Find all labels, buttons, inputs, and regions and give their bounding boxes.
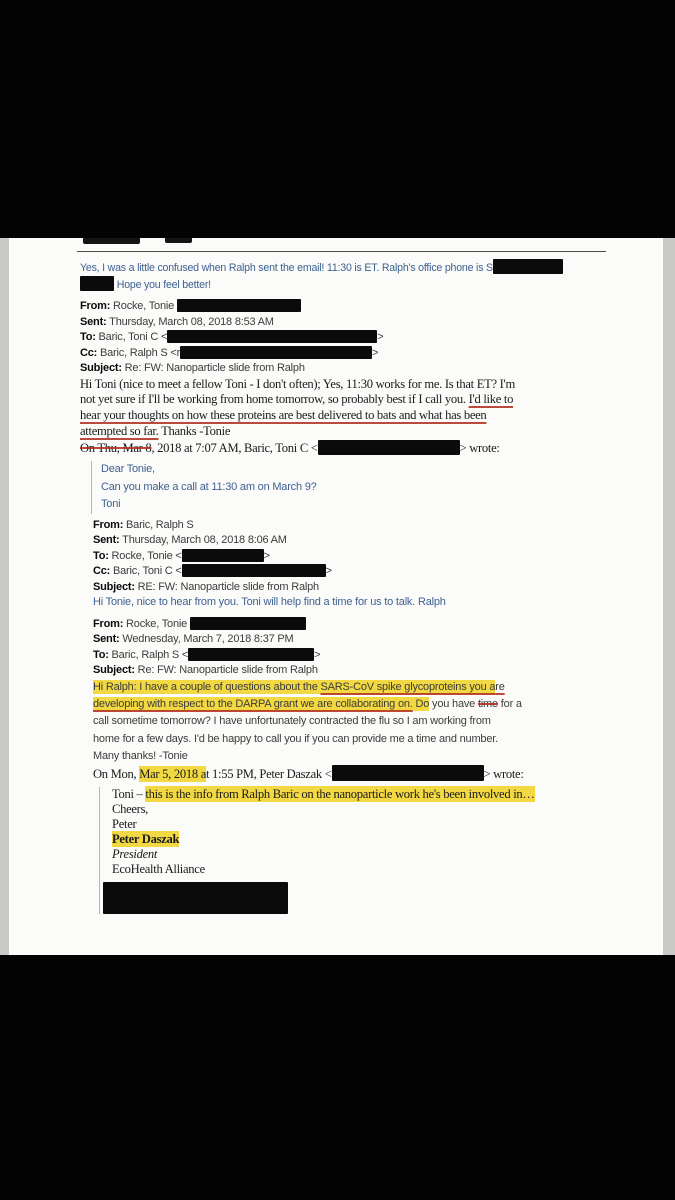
clipped-header-line xyxy=(80,238,663,245)
text-segment: , 2018 at 7:07 AM, Baric, Toni C < xyxy=(151,440,318,455)
top-letterbox-bar xyxy=(0,0,675,238)
text-segment: To: xyxy=(93,549,109,562)
attribution-line xyxy=(93,765,663,783)
text-segment: > wrote: xyxy=(459,440,500,455)
red-pen-annotated-text: attempted so far. xyxy=(80,423,159,438)
text-segment: Rocke, Tonie xyxy=(110,300,177,312)
text-segment: you have xyxy=(429,698,478,711)
redaction-bar xyxy=(332,765,484,781)
text-segment: Rocke, Tonie < xyxy=(108,549,182,562)
text-segment: Baric, Ralph S <r xyxy=(97,346,181,359)
text-segment: Baric, Toni C < xyxy=(95,331,168,343)
email-header-row xyxy=(93,632,663,648)
redaction-bar xyxy=(493,259,563,274)
text-segment: Baric, Ralph S < xyxy=(108,648,189,661)
text-segment: > xyxy=(377,331,384,343)
email-body-line xyxy=(80,424,663,440)
highlighted-text: this is the info from Ralph Baric on the nanoparticle work he's been involved in… xyxy=(145,786,535,801)
email-header-row xyxy=(93,617,663,633)
redaction-bar xyxy=(177,299,301,312)
email-body-line xyxy=(93,748,663,765)
text-segment: Can you make a call at 11:30 am on March 9? xyxy=(101,480,317,493)
clipped-redacted-text xyxy=(83,238,140,244)
text-segment: Peter xyxy=(112,816,137,831)
text-segment: for a xyxy=(497,698,522,711)
text-segment: Hi Toni (nice to meet a fellow Toni - I don't often); Yes, 11:30 works for me. Is that ET? I'm xyxy=(80,376,515,391)
quoted-reply-block-1 xyxy=(91,461,663,514)
email-header-row xyxy=(93,580,663,596)
text-segment: EcoHealth Alliance xyxy=(112,861,205,876)
email-header-row xyxy=(93,549,663,565)
text-segment: From: xyxy=(93,518,124,531)
text-segment: Toni – xyxy=(112,786,146,801)
email-header-row xyxy=(93,663,663,679)
email-document-page xyxy=(9,238,663,955)
red-pen-annotated-text: time xyxy=(477,698,498,711)
email-header-row xyxy=(80,361,663,377)
text-segment: Thursday, March 08, 2018 8:53 AM xyxy=(106,315,274,328)
email-body-line xyxy=(93,595,663,611)
text-segment: Subject: xyxy=(80,362,122,374)
text-segment: > xyxy=(325,565,332,578)
text-segment: Hope you feel better! xyxy=(114,279,211,291)
redaction-bar xyxy=(80,276,114,291)
highlighted-text: Mar 5, 2018 a xyxy=(139,767,206,781)
quoted-line xyxy=(112,817,663,832)
red-pen-annotated-text: hear your thoughts on how these proteins are best delivered to bats and what has been xyxy=(80,408,487,423)
text-segment: Thursday, March 08, 2018 8:06 AM xyxy=(119,534,287,547)
redaction-bar xyxy=(167,330,377,343)
highlighted-text: developing with respect to the DARPA grant we are collaborating on. xyxy=(93,698,413,711)
clipped-redacted-text xyxy=(165,238,192,243)
text-segment: To: xyxy=(93,648,109,661)
email-1-headers xyxy=(80,299,663,377)
text-segment: Cc: xyxy=(80,346,98,359)
red-pen-annotated-text: re xyxy=(495,680,505,693)
text-segment: Hi Tonie, nice to hear from you. Toni will help find a time for us to talk. Ralph xyxy=(93,596,446,609)
quoted-line xyxy=(101,479,663,497)
email-3-body xyxy=(93,679,663,765)
text-segment: Re: FW: Nanoparticle slide from Ralph xyxy=(134,664,318,677)
header-divider-rule xyxy=(77,251,606,252)
redaction-bar xyxy=(318,440,460,455)
quoted-line xyxy=(112,862,663,877)
email-2-headers xyxy=(93,518,663,596)
email-1-body xyxy=(80,377,663,440)
red-pen-annotated-text: I'd like to xyxy=(468,392,514,407)
text-segment: not yet sure if I'll be working from home tomorrow, so probably best if I call you. xyxy=(80,392,469,407)
email-header-row xyxy=(80,299,663,315)
text-segment: Toni xyxy=(101,498,121,511)
quoted-line xyxy=(112,847,663,862)
email-header-row xyxy=(93,518,663,534)
quoted-line xyxy=(112,832,663,847)
text-segment: t 1:55 PM, Peter Daszak < xyxy=(205,767,332,781)
email-header-row xyxy=(93,648,663,664)
text-segment: home for a few days. I'd be happy to call you if you can provide me a time and number. xyxy=(93,732,498,745)
quoted-line xyxy=(112,787,663,802)
text-segment: Baric, Ralph S xyxy=(123,518,194,531)
reply-intro-text xyxy=(80,259,663,293)
text-segment: Sent: xyxy=(80,315,107,328)
text-segment: Subject: xyxy=(93,664,135,677)
text-segment: President xyxy=(112,846,158,861)
redaction-bar xyxy=(190,617,306,630)
quoted-line xyxy=(101,496,663,514)
quoted-line xyxy=(112,882,663,914)
text-segment: Baric, Toni C < xyxy=(110,565,182,578)
text-segment: > xyxy=(314,648,321,661)
redaction-bar xyxy=(182,564,326,577)
email-header-row xyxy=(80,330,663,346)
text-segment: call sometime tomorrow? I have unfortunately contracted the flu so I am working from xyxy=(93,715,491,728)
email-2-body xyxy=(93,595,663,611)
attribution-line xyxy=(80,440,663,457)
email-3-quote-attribution xyxy=(93,765,663,783)
red-pen-annotated-text: On Thu, Mar 8 xyxy=(80,440,152,455)
text-segment: > wrote: xyxy=(483,767,524,781)
text-segment: Thanks -Tonie xyxy=(158,423,231,438)
redaction-bar xyxy=(188,648,314,661)
email-header-row xyxy=(93,533,663,549)
email-3-headers xyxy=(93,617,663,679)
highlighted-text: Do xyxy=(412,698,430,711)
text-segment: > xyxy=(263,549,270,562)
text-segment: Many thanks! -Tonie xyxy=(93,749,188,762)
highlighted-text: Peter Daszak xyxy=(112,831,180,846)
email-body-line xyxy=(80,392,663,408)
quoted-reply-block-2 xyxy=(99,787,663,914)
highlighted-text: SARS-CoV spike glycoproteins you a xyxy=(320,680,496,693)
redaction-bar xyxy=(180,346,372,359)
quoted-line xyxy=(112,802,663,817)
text-segment: From: xyxy=(80,300,111,312)
email-body-line xyxy=(93,713,663,730)
redaction-bar xyxy=(182,549,264,562)
text-segment: Sent: xyxy=(93,534,120,547)
text-segment: RE: FW: Nanoparticle slide from Ralph xyxy=(134,580,319,593)
document-photo-area xyxy=(0,238,675,955)
text-segment: On Mon, xyxy=(93,767,140,781)
reply-intro-line xyxy=(80,259,663,276)
text-segment: To: xyxy=(80,331,96,343)
text-segment: Wednesday, March 7, 2018 8:37 PM xyxy=(119,633,294,646)
highlighted-text: Hi Ralph: I have a couple of questions about the xyxy=(93,680,321,693)
email-body-line xyxy=(93,679,663,696)
text-segment: Yes, I was a little confused when Ralph sent the email! 11:30 is ET. Ralph's office phone is S xyxy=(80,262,493,274)
email-header-row xyxy=(93,564,663,580)
text-segment: Cheers, xyxy=(112,801,149,816)
text-segment: > xyxy=(372,346,379,359)
reply-intro-line xyxy=(80,276,663,293)
text-segment: From: xyxy=(93,617,124,630)
bottom-letterbox-bar xyxy=(0,955,675,1200)
email-body-line xyxy=(80,408,663,424)
email-body-line xyxy=(80,377,663,393)
quoted-line xyxy=(101,461,663,479)
email-header-row xyxy=(80,315,663,331)
redaction-bar xyxy=(103,882,288,914)
text-segment: Rocke, Tonie xyxy=(123,617,190,630)
email-1-quote-attribution xyxy=(80,440,663,457)
email-body-line xyxy=(93,731,663,748)
text-segment: Sent: xyxy=(93,633,120,646)
text-segment: Dear Tonie, xyxy=(101,463,155,476)
text-segment: Cc: xyxy=(93,565,111,578)
text-segment: Subject: xyxy=(93,580,135,593)
email-body-line xyxy=(93,696,663,713)
email-header-row xyxy=(80,346,663,362)
text-segment: Re: FW: Nanoparticle slide from Ralph xyxy=(121,362,305,374)
